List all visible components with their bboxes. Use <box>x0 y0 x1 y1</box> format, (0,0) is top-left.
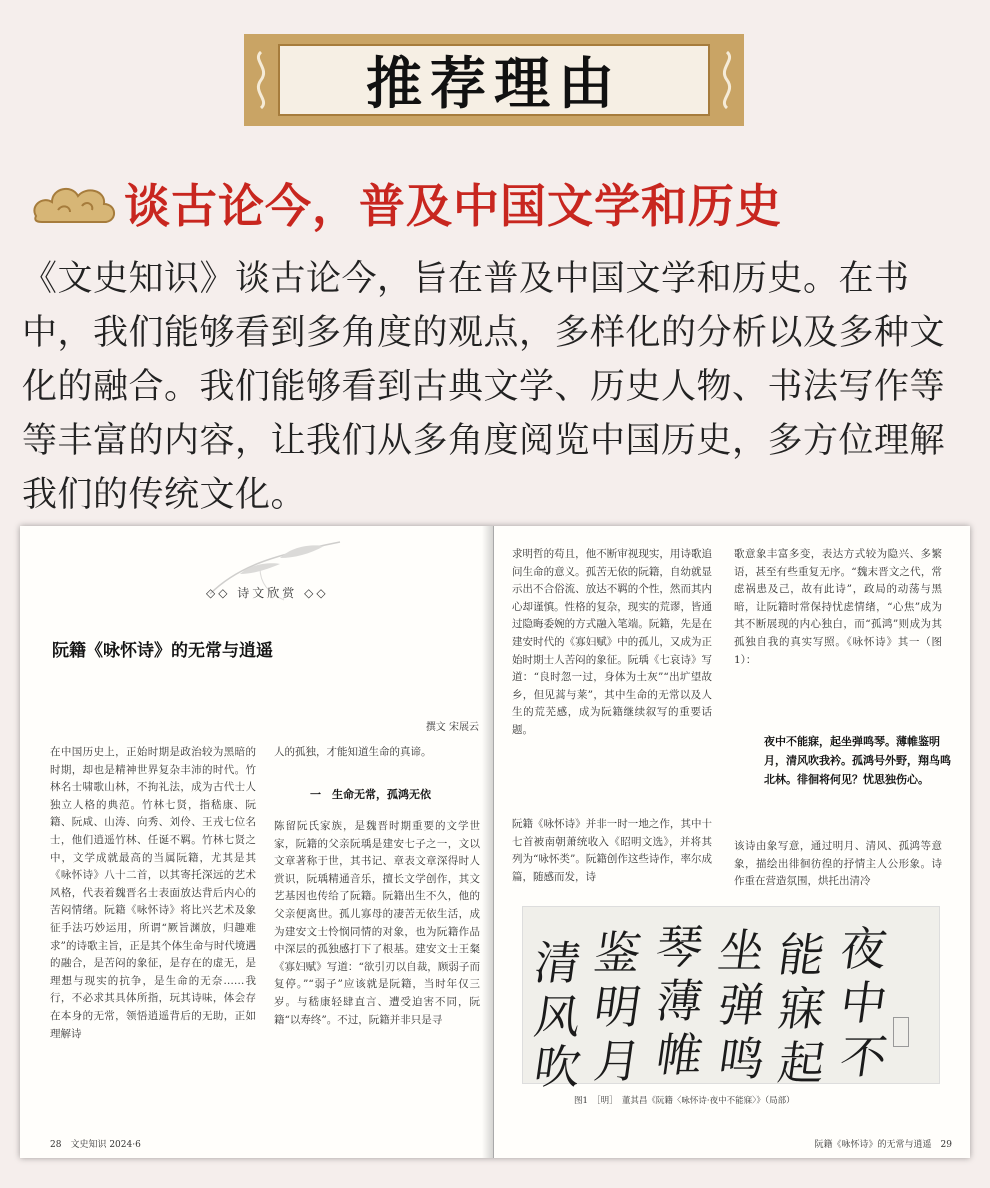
calligraphy-char: 琴 <box>652 920 707 974</box>
page-footer-left: 28 文史知识 2024·6 <box>50 1140 141 1150</box>
calligraphy-char: 起 <box>774 1036 829 1090</box>
calligraphy-char: 吹 <box>530 1040 585 1094</box>
page-footer-right: 阮籍《咏怀诗》的无常与逍遥 29 <box>814 1140 952 1150</box>
seal-stamp <box>893 1017 909 1047</box>
magazine-spread-image <box>20 526 970 1158</box>
section-heading: 一 生命无常，孤鸿无依 <box>310 788 431 801</box>
calligraphy-char: 中 <box>836 976 891 1030</box>
intro-paragraph: 《文史知识》谈古论今，旨在普及中国文学和历史。在书中，我们能够看到多角度的观点，多样化的分析以及多种文化的融合。我们能够看到古典文学、历史人物、书法写作等等丰富的内容，让我们从多角度阅览中国历史，多方位理解我们的传统文化。 <box>22 259 946 515</box>
right-page <box>494 526 970 1158</box>
body-column-3: 求明哲的苟且，他不断审视现实，用诗歌追问生命的意义。孤苦无依的阮籍，自幼就显示出不合俗流、放达不羁的个性，然而其内心却谨慎。性格的复杂，现实的荒谬，皆通过隐晦委婉的方式融入笔端。阮籍，先是在建安时代的《寡妇赋》中的孤儿，又成为正始时期士人苦闷的象征。阮瑀《七哀诗》写道：“良时忽一过，身体为土灰”“出圹望故乡，但见蒿与莱”，其中生命的无常以及人生的荒芜感，成为阮籍继续叙写的重要话题。 <box>512 548 712 736</box>
calligraphy-char: 坐 <box>714 924 769 978</box>
calligraphy-char: 能 <box>774 928 829 982</box>
header-banner <box>244 34 744 126</box>
body-column-4: 歌意象丰富多变，表达方式较为隐兴、多繁语，甚至有些重复无序。“魏末晋文之代，常虑祸患及己，故有此诗”，政局的动荡与黑暗，让阮籍时常保持忧虑情绪，“心焦”成为其不断展现的内心独白，而“孤鸿”则成为其孤独自我的真实写照。《咏怀诗》其一（图1）： <box>734 548 942 666</box>
calligraphy-char: 鸣 <box>714 1032 769 1086</box>
calligraphy-char: 风 <box>530 990 585 1044</box>
calligraphy-figure <box>522 906 940 1094</box>
calligraphy-char: 薄 <box>652 974 707 1028</box>
body-column-3b: 阮籍《咏怀诗》并非一时一地之作，其中十七首被南朝萧统收入《昭明文选》，并将其列为“咏怀类”。阮籍创作这些诗作，率尔成篇，随感而发，诗 <box>512 818 712 883</box>
scroll-ornament-icon <box>716 48 738 112</box>
calligraphy-char: 夜 <box>836 922 891 976</box>
figure-caption: 图1 ［明］ 董其昌《阮籍〈咏怀诗·夜中不能寐〉》（局部） <box>574 1096 795 1106</box>
article-title: 阮籍《咏怀诗》的无常与逍遥 <box>52 641 273 661</box>
calligraphy-char: 不 <box>836 1030 891 1084</box>
calligraphy-char: 帷 <box>652 1028 707 1082</box>
subheading-title: 谈古论今，普及中国文学和历史 <box>124 179 782 233</box>
scroll-ornament-icon <box>250 48 272 112</box>
calligraphy-char: 弹 <box>714 978 769 1032</box>
calligraphy-char: 明 <box>590 980 645 1034</box>
calligraphy-char: 清 <box>530 936 585 990</box>
body-column-2: 陈留阮氏家族，是魏晋时期重要的文学世家，阮籍的父亲阮瑀是建安七子之一，文以文章著称于世，其书记、章表文章深得时人赏识，阮瑀精通音乐，擅长文学创作，其文艺基因也传给了阮籍。阮籍出生不久，他的父亲便离世。孤儿寡母的凄苦无依生活，成为建安文士怜悯同情的对象，也为阮籍作品中深层的孤独感打下了根基。建安文士王粲《寡妇赋》写道：“欲引刃以自裁，顾弱子而复停。”“弱子”应该就是阮籍，当时年仅三岁。与嵇康轻肆直言、遭受迫害不同，阮籍“以寿终”。不过，阮籍并非只是寻 <box>274 820 480 1026</box>
calligraphy-char: 寐 <box>774 982 829 1036</box>
byline: 撰文 宋展云 <box>425 722 479 733</box>
auspicious-cloud-icon <box>28 176 120 230</box>
body-column-4b: 该诗由象写意，通过明月、清风、孤鸿等意象，描绘出徘徊彷徨的抒情主人公形象。诗作重在营造氛围，烘托出清冷 <box>734 840 942 888</box>
calligraphy-char: 鉴 <box>590 926 645 980</box>
poem-quote: 夜中不能寐，起坐弹鸣琴。薄帷鉴明月，清风吹我衿。孤鸿号外野，翔鸟鸣北林。徘徊将何见？忧思独伤心。 <box>764 735 951 786</box>
subheading-row <box>28 168 968 238</box>
banner-panel <box>278 44 710 116</box>
column-tag: ◇◇ 诗文欣赏 ◇◇ <box>206 586 329 600</box>
banner-title: 推荐理由 <box>366 52 622 117</box>
body-column-1: 在中国历史上，正始时期是政治较为黑暗的时期，却也是精神世界复杂丰沛的时代。竹林名士啸歌山林，不拘礼法，成为古代士人独立人格的典范。竹林七贤，指嵇康、阮籍、阮咸、山涛、向秀、刘伶、王戎七位名士，他们逍遥竹林、任诞不羁。竹林七贤之中，文学成就最高的当属阮籍，尤其是其《咏怀诗》八十二首，以其寄托深远的艺术风格，代表着魏晋名士表面放达背后内心的苦闷情绪。阮籍《咏怀诗》将比兴艺术及象征手法巧妙运用，所谓“厥旨渊放，归趣难求”的诗歌主旨，正是其个体生命与时代境遇的融合，是苦闷的象征，是存在的虚无，是理想与现实的抗争，是生命的无奈……我行，不必求其具体所指，玩其诗味，体会存在本身的无常，领悟逍遥背后的无助，正如理解诗 <box>50 746 256 1040</box>
body-column-2-lead: 人的孤独，才能知道生命的真谛。 <box>274 746 432 758</box>
calligraphy-char: 月 <box>590 1034 645 1088</box>
left-page <box>20 526 494 1158</box>
